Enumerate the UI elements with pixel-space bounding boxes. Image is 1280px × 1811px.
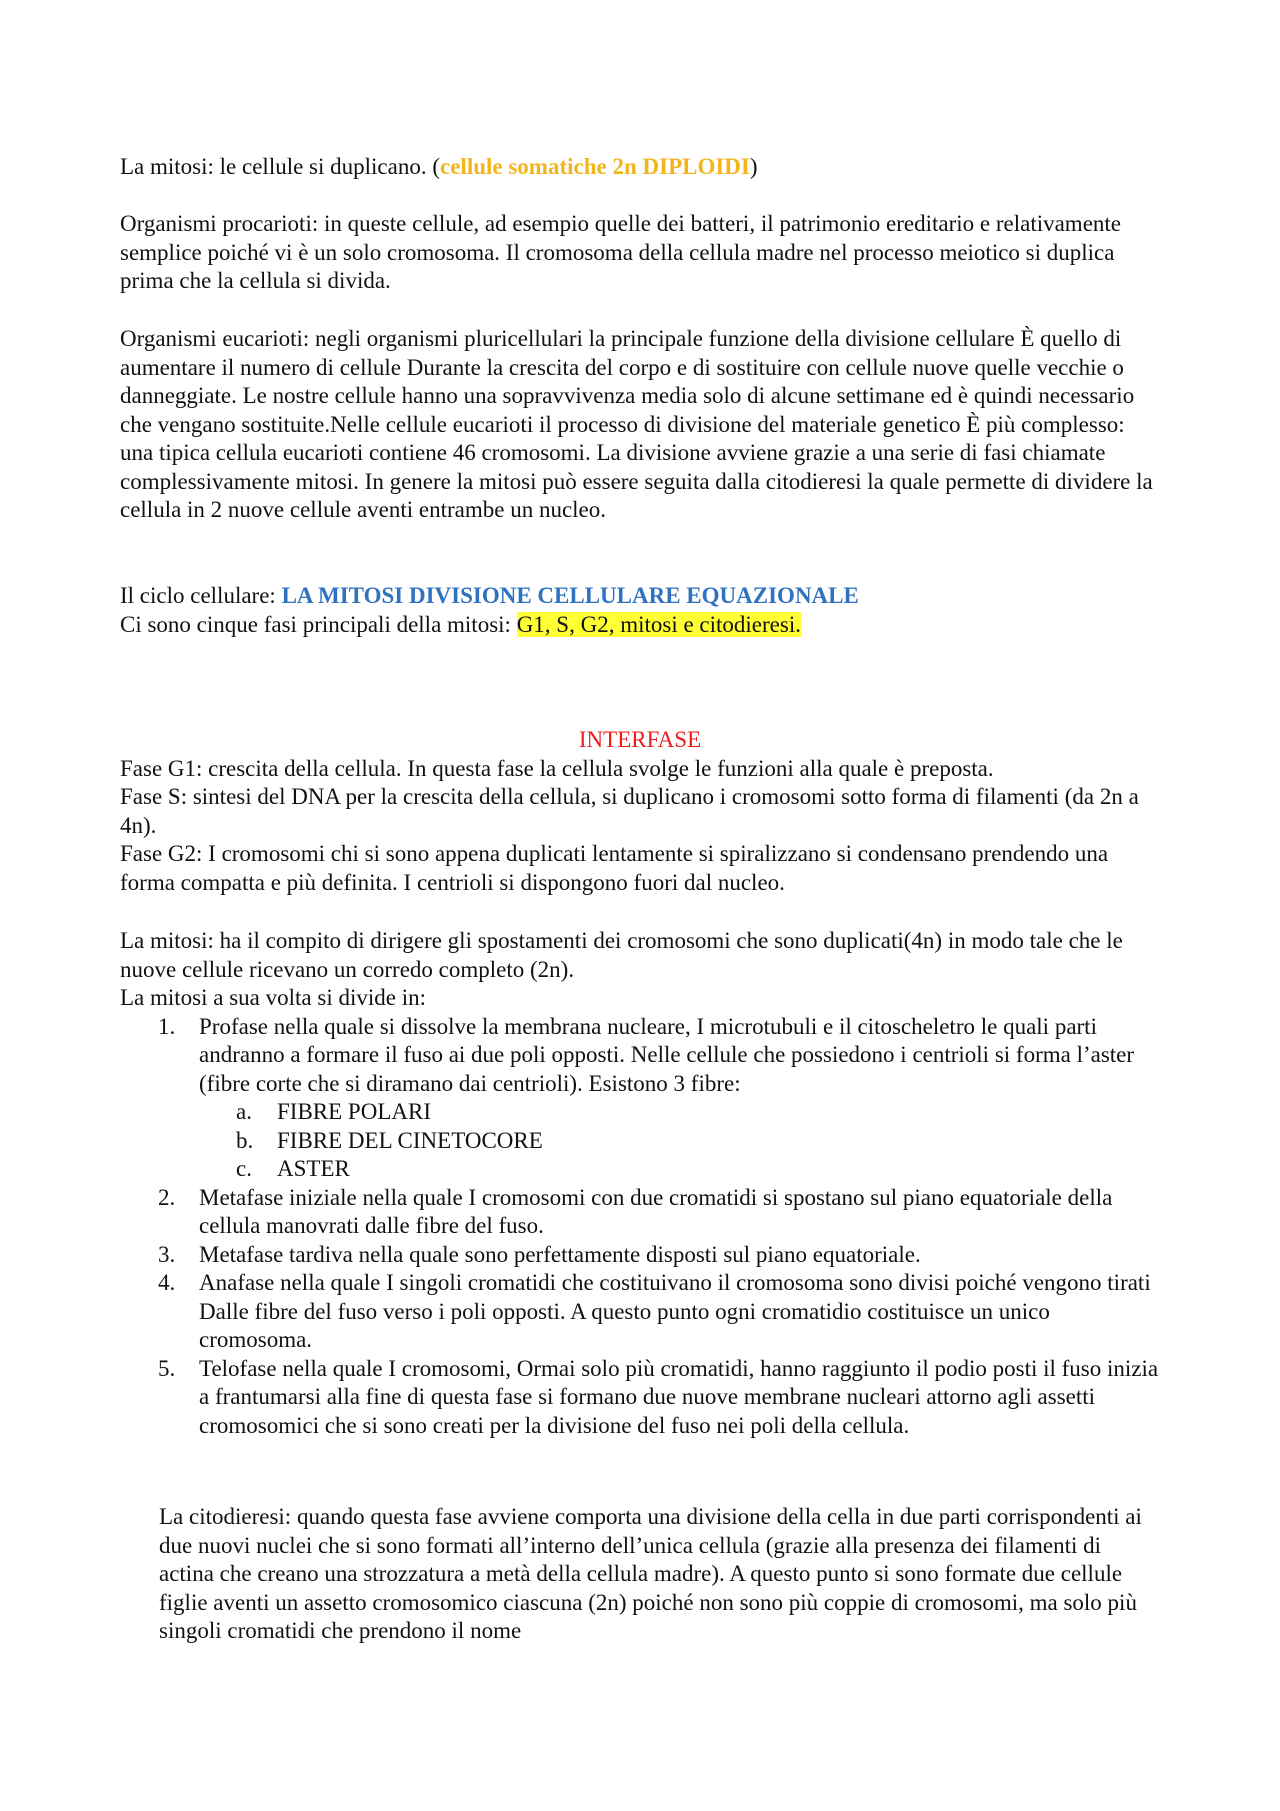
ciclo-section — [120, 582, 1160, 639]
ciclo-phases-line — [120, 611, 1160, 640]
interfase-g2: Fase G2: I cromosomi chi si sono appena duplicati lentamente si spiralizzano si condensano prendendo una forma compatta e più definita. I centrioli si dispongono fuori dal nucleo. — [120, 841, 1109, 895]
phase-number: 4. — [158, 1270, 176, 1295]
fiber-item — [199, 1098, 1160, 1127]
phase-number: 1. — [158, 1013, 176, 1039]
phase-text: Metafase iniziale nella quale I cromosomi con due cromatidi si spostano sul piano equatoriale della cellula manovrati dalle fibre del fuso. — [199, 1184, 1113, 1238]
fiber-text: FIBRE DEL CINETOCORE — [277, 1127, 543, 1153]
mitosi-phase-list — [120, 1013, 1160, 1441]
interfase-title: INTERFASE — [578, 727, 702, 752]
paragraph-eucarioti: Organismi eucarioti: negli organismi pluricellulari la principale funzione della divisione cellulare È quello di aumentare il numero di cellule Durante la crescita del corpo e di sostituire con cellule nuove quelle vecchie o danneggiate. Le nostre cellule hanno una sopravvivenza media solo di alcune settimane ed è quindi necessario che vengano sostituite.Nelle cellule eucarioti il processo di divisione del materiale genetico È più complesso: una tipica cellula eucarioti contiene 46 cromosomi. La divisione avviene grazie a una serie di fasi chiamate complessivamente mitosi. In genere la mitosi può essere seguita dalla citodieresi la quale permette di dividere la cellula in 2 nuove cellule aventi entrambe un nucleo. — [120, 326, 1153, 522]
interfase-section — [120, 726, 1160, 897]
mitosi-section — [120, 927, 1160, 1440]
paragraph-citodieresi: La citodieresi: quando questa fase avviene comporta una divisione della cella in due parti corrispondenti ai due nuovi nuclei che si sono formati all’interno dell’unica cellula (grazie alla presenza dei filamenti di actina che creano una strozzatura a metà della cellula madre). A questo punto si sono formate due cellule figlie aventi un assetto cromosomico ciascuna (2n) poiché non sono più coppie di cromosomi, ma solo più singoli cromatidi che prendono il nome — [159, 1504, 1142, 1643]
phase-item — [120, 1355, 1160, 1441]
fiber-text: ASTER — [277, 1156, 350, 1181]
title-line — [120, 153, 1160, 182]
fiber-text: FIBRE POLARI — [277, 1099, 431, 1124]
paragraph-procarioti: Organismi procarioti: in queste cellule, ad esempio quelle dei batteri, il patrimonio ereditario e relativamente semplice poiché vi è un solo cromosoma. Il cromosoma della cellula madre nel processo meiotico si duplica prima che la cellula si divida. — [120, 211, 1122, 293]
phase-item — [120, 1269, 1160, 1355]
phase-number: 5. — [158, 1355, 176, 1381]
phase-item — [120, 1241, 1160, 1270]
ciclo-phases-highlight: G1, S, G2, mitosi e citodieresi. — [516, 611, 801, 637]
interfase-g1: Fase G1: crescita della cellula. In questa fase la cellula svolge le funzioni alla quale è preposta. — [120, 755, 994, 781]
title-highlight: cellule somatiche 2n DIPLOIDI — [440, 154, 750, 179]
ciclo-title: LA MITOSI DIVISIONE CELLULARE EQUAZIONALE — [281, 583, 859, 608]
mitosi-divide: La mitosi a sua volta si divide in: — [120, 985, 426, 1010]
fiber-item — [199, 1127, 1160, 1156]
phase-number: 2. — [158, 1184, 176, 1210]
ciclo-heading — [120, 582, 1160, 611]
title-prefix: La mitosi: le cellule si duplicano. ( — [120, 154, 441, 179]
phase-text: Metafase tardiva nella quale sono perfettamente disposti sul piano equatoriale. — [199, 1241, 921, 1267]
fiber-item — [199, 1155, 1160, 1184]
phase-text: Telofase nella quale I cromosomi, Ormai solo più cromatidi, hanno raggiunto il podio posti il fuso inizia a frantumarsi alla fine di questa fase si formano due nuove membrane nucleari attorno agli assetti cromosomici che si sono creati per la divisione del fuso nei poli della cellula. — [199, 1355, 1159, 1438]
phase-number: 3. — [158, 1241, 176, 1267]
ciclo-prefix: Il ciclo cellulare: — [120, 583, 282, 608]
phase-item — [120, 1184, 1160, 1241]
fiber-letter: c. — [236, 1156, 252, 1181]
phase-text: Anafase nella quale I singoli cromatidi che costituivano il cromosoma sono divisi poiché vengono tirati Dalle fibre del fuso verso i poli opposti. A questo punto ogni cromatidio costituisce un unico cromosoma. — [199, 1270, 1151, 1352]
fiber-letter: b. — [236, 1127, 254, 1153]
phase-item — [120, 1013, 1160, 1184]
mitosi-intro: La mitosi: ha il compito di dirigere gli spostamenti dei cromosomi che sono duplicati(4n) in modo tale che le nuove cellule ricevano un corredo completo (2n). — [120, 928, 1123, 982]
fiber-letter: a. — [236, 1099, 252, 1124]
ciclo-phases-prefix: Ci sono cinque fasi principali della mitosi: — [120, 611, 517, 637]
fiber-list — [199, 1098, 1160, 1184]
phase-text: Profase nella quale si dissolve la membrana nucleare, I microtubuli e il citoscheletro le quali parti andranno a formare il fuso ai due poli opposti. Nelle cellule che possiedono i centrioli si forma l’aster (fibre corte che si diramano dai centrioli). Esistono 3 fibre: — [199, 1013, 1135, 1096]
title-suffix: ) — [749, 154, 758, 179]
interfase-s: Fase S: sintesi del DNA per la crescita della cellula, si duplicano i cromosomi sotto forma di filamenti (da 2n a 4n). — [120, 784, 1139, 838]
